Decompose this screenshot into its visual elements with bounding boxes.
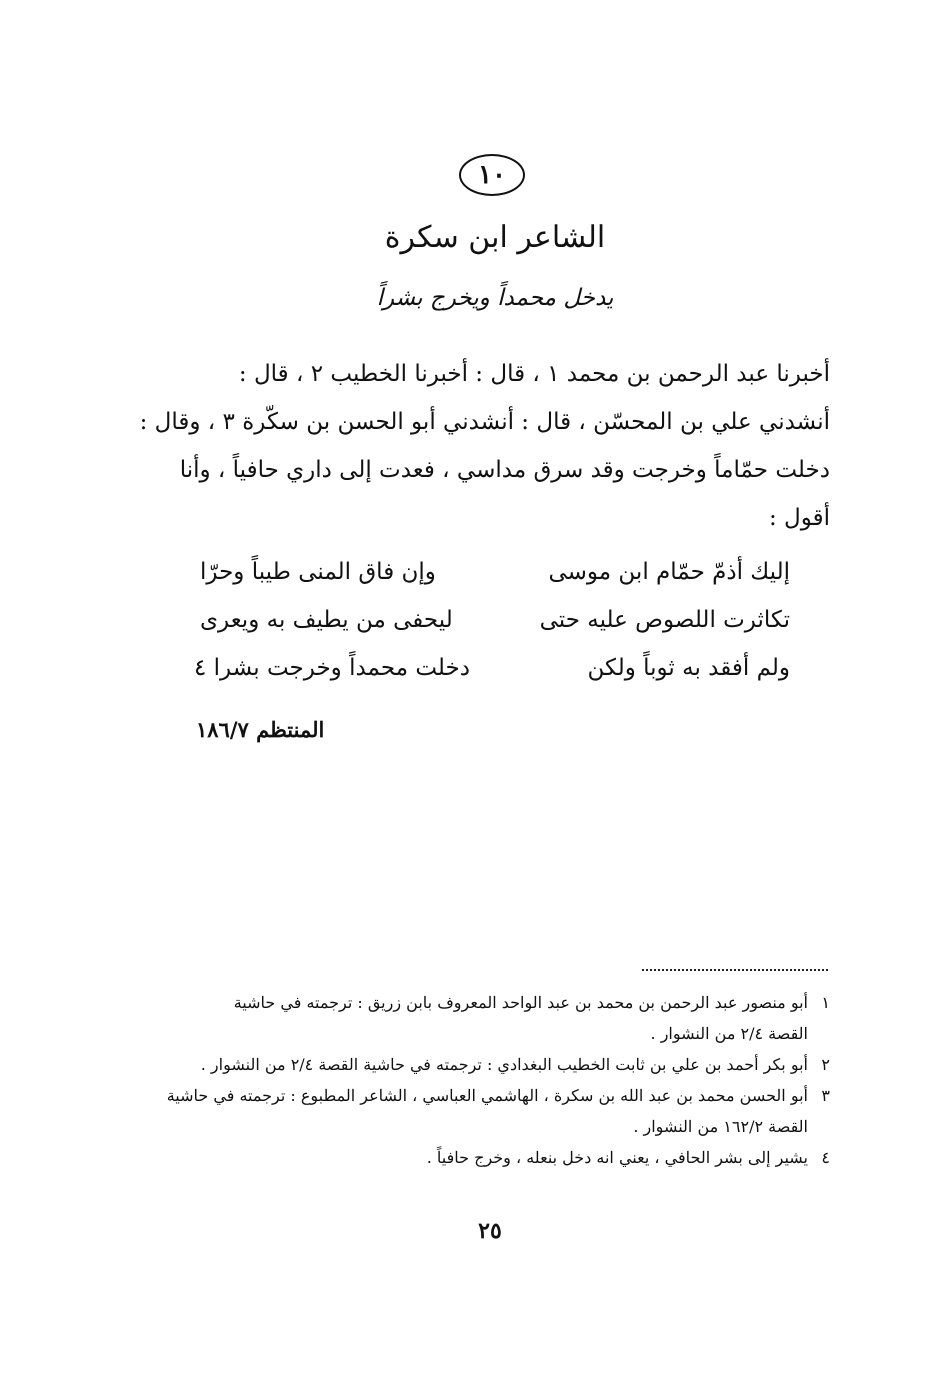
chapter-title: الشاعر ابن سكرة — [384, 220, 606, 255]
footnote-line: أبو الحسن محمد بن عبد الله بن سكرة ، الهاشمي العباسي ، الشاعر المطبوع : ترجمته في حاشية — [166, 1086, 808, 1105]
footnote-item — [150, 1142, 830, 1173]
verse-second-hemistich: دخلت محمداً وخرجت بشرا ٤ — [193, 655, 470, 681]
body-line: أنشدني علي بن المحسّن ، قال : أنشدني أبو الحسن بن سكّرة ٣ ، وقال : — [139, 409, 830, 435]
verse-first-hemistich: تكاثرت اللصوص عليه حتى — [539, 607, 790, 633]
footnote-number: ١ — [821, 993, 830, 1012]
body-line: دخلت حمّاماً وخرجت وقد سرق مداسي ، فعدت إلى داري حافياً ، وأنا — [179, 457, 830, 483]
footnote-text — [150, 987, 808, 1049]
verse-first-hemistich: إليك أذمّ حمّام ابن موسى — [548, 559, 790, 585]
footnote-line: أبو منصور عبد الرحمن بن محمد بن عبد الواحد المعروف بابن زريق : ترجمته في حاشية — [233, 993, 808, 1012]
chapter-number: ١٠ — [478, 160, 506, 190]
footnote-number: ٣ — [821, 1086, 830, 1105]
body-paragraph — [140, 350, 830, 542]
poem-verse — [200, 596, 790, 644]
body-line: أخبرنا عبد الرحمن بن محمد ١ ، قال : أخبرنا الخطيب ٢ ، قال : — [238, 361, 830, 387]
footnote-number: ٤ — [821, 1148, 830, 1167]
footnote-text — [150, 1142, 808, 1173]
body-line: أقول : — [768, 505, 830, 531]
footnote-number: ٢ — [821, 1055, 830, 1074]
footnote-item — [150, 1049, 830, 1080]
footnote-divider — [642, 969, 828, 971]
verse-second-hemistich: وإن فاق المنى طيباً وحرّا — [200, 559, 436, 585]
footnote-line: القصة ٢/٤ من النشوار . — [650, 1024, 808, 1043]
verse-second-hemistich: ليحفى من يطيف به ويعرى — [200, 607, 453, 633]
poem-verse — [193, 644, 790, 692]
footnote-line: القصة ١٦٢/٢ من النشوار . — [633, 1117, 808, 1136]
verse-first-hemistich: ولم أفقد به ثوباً ولكن — [587, 655, 790, 681]
poem — [193, 548, 790, 692]
footnote-text — [150, 1049, 808, 1080]
source-citation: المنتظم ١٨٦/٧ — [196, 717, 325, 742]
page-number: ٢٥ — [478, 1218, 502, 1244]
footnote-line: يشير إلى بشر الحافي ، يعني انه دخل بنعله ، وخرج حافياً . — [426, 1148, 808, 1167]
chapter-subtitle: يدخل محمداً ويخرج بشراً — [376, 285, 614, 311]
footnote-text — [150, 1080, 808, 1142]
chapter-number-badge — [459, 154, 525, 196]
poem-verse — [200, 548, 790, 596]
footnote-line: أبو بكر أحمد بن علي بن ثابت الخطيب البغدادي : ترجمته في حاشية القصة ٢/٤ من النشوار . — [200, 1055, 808, 1074]
footnotes — [150, 987, 830, 1173]
footnote-item — [150, 1080, 830, 1142]
footnote-item — [150, 987, 830, 1049]
